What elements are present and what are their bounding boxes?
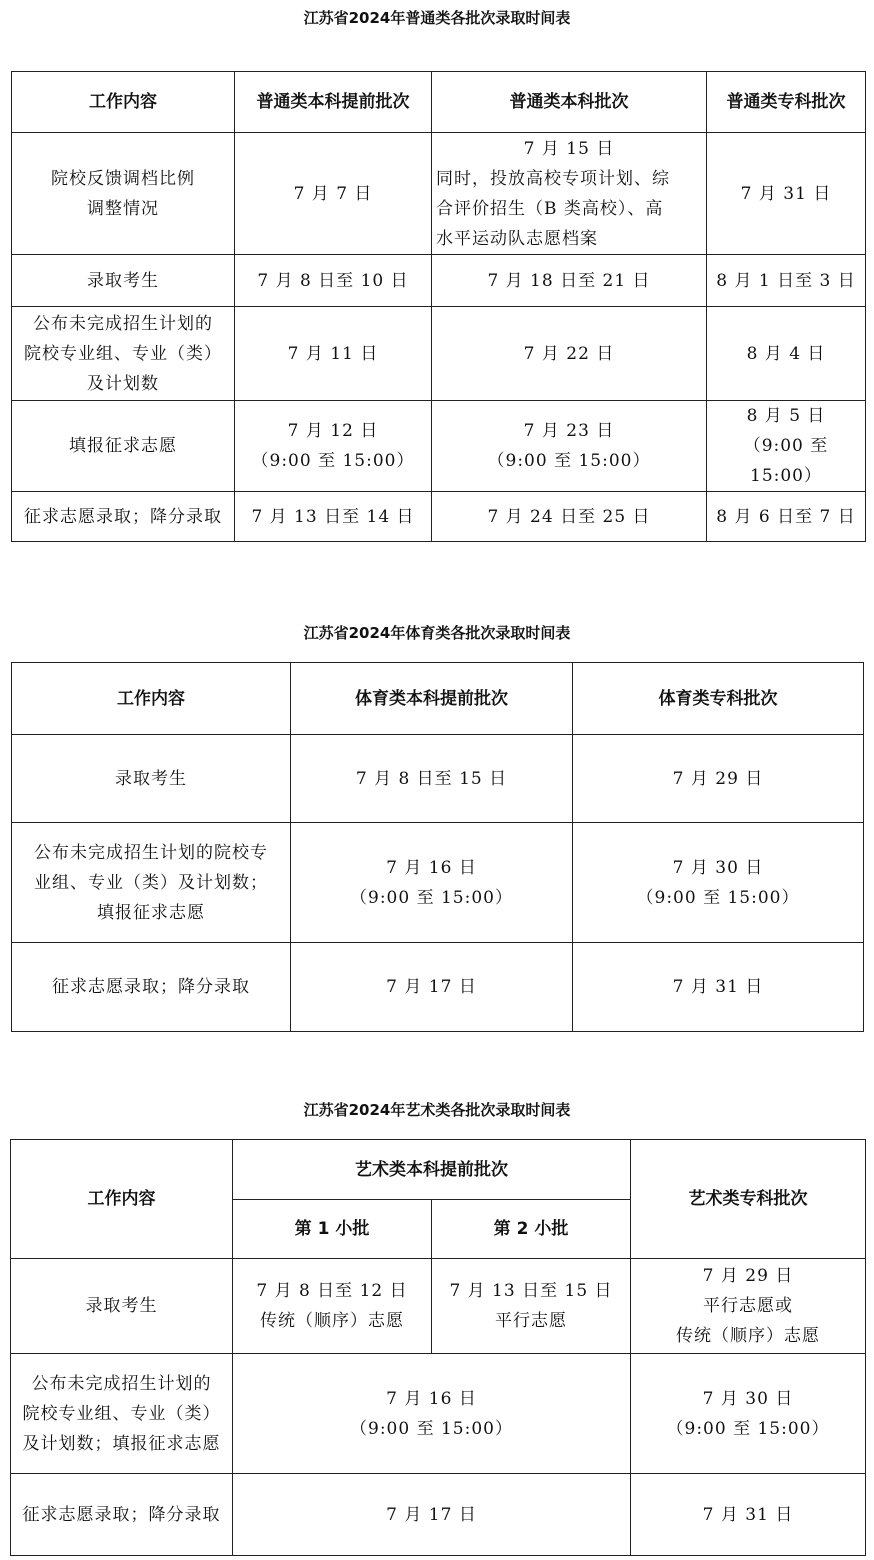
cell-date: 7 月 13 日至 15 日 平行志愿 xyxy=(432,1259,631,1354)
row-label: 填报征求志愿 xyxy=(12,401,235,492)
cell-date: 7 月 29 日 平行志愿或 传统（顺序）志愿 xyxy=(631,1259,866,1354)
header-work-content: 工作内容 xyxy=(12,663,291,735)
cell-date: 7 月 30 日 （9:00 至 15:00） xyxy=(573,823,864,943)
table-row xyxy=(12,307,866,401)
table-row xyxy=(12,255,866,307)
cell-date: 7 月 22 日 xyxy=(432,307,707,401)
table-row xyxy=(12,492,866,542)
header-general-advance: 普通类本科提前批次 xyxy=(235,72,432,133)
cell-date: 7 月 17 日 xyxy=(233,1474,631,1556)
table-row xyxy=(11,1474,866,1556)
table-row xyxy=(12,943,864,1032)
row-label: 公布未完成招生计划的 院校专业组、专业（类） 及计划数 xyxy=(12,307,235,401)
cell-date: 8 月 1 日至 3 日 xyxy=(707,255,866,307)
row-label: 院校反馈调档比例 调整情况 xyxy=(12,133,235,255)
cell-date: 7 月 13 日至 14 日 xyxy=(235,492,432,542)
cell-date: 8 月 4 日 xyxy=(707,307,866,401)
cell-date: 7 月 31 日 xyxy=(707,133,866,255)
header-sub-batch-2: 第 2 小批 xyxy=(432,1200,631,1259)
cell-date: 8 月 6 日至 7 日 xyxy=(707,492,866,542)
header-sports-advance: 体育类本科提前批次 xyxy=(291,663,573,735)
table-row xyxy=(11,1354,866,1474)
row-label: 录取考生 xyxy=(11,1259,233,1354)
table3-title: 江苏省2024年艺术类各批次录取时间表 xyxy=(303,1101,571,1119)
cell-date: 7 月 17 日 xyxy=(291,943,573,1032)
header-sports-college: 体育类专科批次 xyxy=(573,663,864,735)
cell-date: 7 月 7 日 xyxy=(235,133,432,255)
header-general-college: 普通类专科批次 xyxy=(707,72,866,133)
table-row xyxy=(12,735,864,823)
header-general-undergrad: 普通类本科批次 xyxy=(432,72,707,133)
cell-date: 7 月 12 日 （9:00 至 15:00） xyxy=(235,401,432,492)
table-row xyxy=(12,401,866,492)
header-arts-college: 艺术类专科批次 xyxy=(631,1140,866,1259)
row-label: 录取考生 xyxy=(12,255,235,307)
cell-date: 7 月 15 日 同时，投放高校专项计划、综 合评价招生（B 类高校）、高 水平运动队志愿档案 xyxy=(432,133,707,255)
cell-date: 7 月 8 日至 12 日 传统（顺序）志愿 xyxy=(233,1259,432,1354)
header-work-content: 工作内容 xyxy=(12,72,235,133)
row-label: 征求志愿录取；降分录取 xyxy=(12,492,235,542)
cell-date: 7 月 16 日 （9:00 至 15:00） xyxy=(291,823,573,943)
row-label: 录取考生 xyxy=(12,735,291,823)
table-row xyxy=(12,823,864,943)
cell-date: 7 月 16 日 （9:00 至 15:00） xyxy=(233,1354,631,1474)
cell-date: 7 月 18 日至 21 日 xyxy=(432,255,707,307)
cell-date: 7 月 31 日 xyxy=(631,1474,866,1556)
cell-date: 7 月 29 日 xyxy=(573,735,864,823)
row-label: 公布未完成招生计划的 院校专业组、专业（类） 及计划数；填报征求志愿 xyxy=(11,1354,233,1474)
table1-title: 江苏省2024年普通类各批次录取时间表 xyxy=(303,9,571,27)
cell-date: 7 月 31 日 xyxy=(573,943,864,1032)
table-row xyxy=(12,133,866,255)
table2-title: 江苏省2024年体育类各批次录取时间表 xyxy=(303,624,571,642)
header-sub-batch-1: 第 1 小批 xyxy=(233,1200,432,1259)
sports-admission-table xyxy=(11,662,864,1032)
cell-date: 7 月 30 日 （9:00 至 15:00） xyxy=(631,1354,866,1474)
header-work-content: 工作内容 xyxy=(11,1140,233,1259)
table-row xyxy=(11,1259,866,1354)
row-label: 征求志愿录取；降分录取 xyxy=(11,1474,233,1556)
cell-date: 7 月 8 日至 15 日 xyxy=(291,735,573,823)
header-arts-advance: 艺术类本科提前批次 xyxy=(233,1140,631,1200)
row-label: 公布未完成招生计划的院校专 业组、专业（类）及计划数； 填报征求志愿 xyxy=(12,823,291,943)
cell-date: 8 月 5 日 （9:00 至 15:00） xyxy=(707,401,866,492)
cell-date: 7 月 23 日 （9:00 至 15:00） xyxy=(432,401,707,492)
cell-date: 7 月 24 日至 25 日 xyxy=(432,492,707,542)
cell-date: 7 月 11 日 xyxy=(235,307,432,401)
row-label: 征求志愿录取；降分录取 xyxy=(12,943,291,1032)
cell-date: 7 月 8 日至 10 日 xyxy=(235,255,432,307)
general-admission-table xyxy=(11,71,866,542)
arts-admission-table xyxy=(10,1139,866,1556)
